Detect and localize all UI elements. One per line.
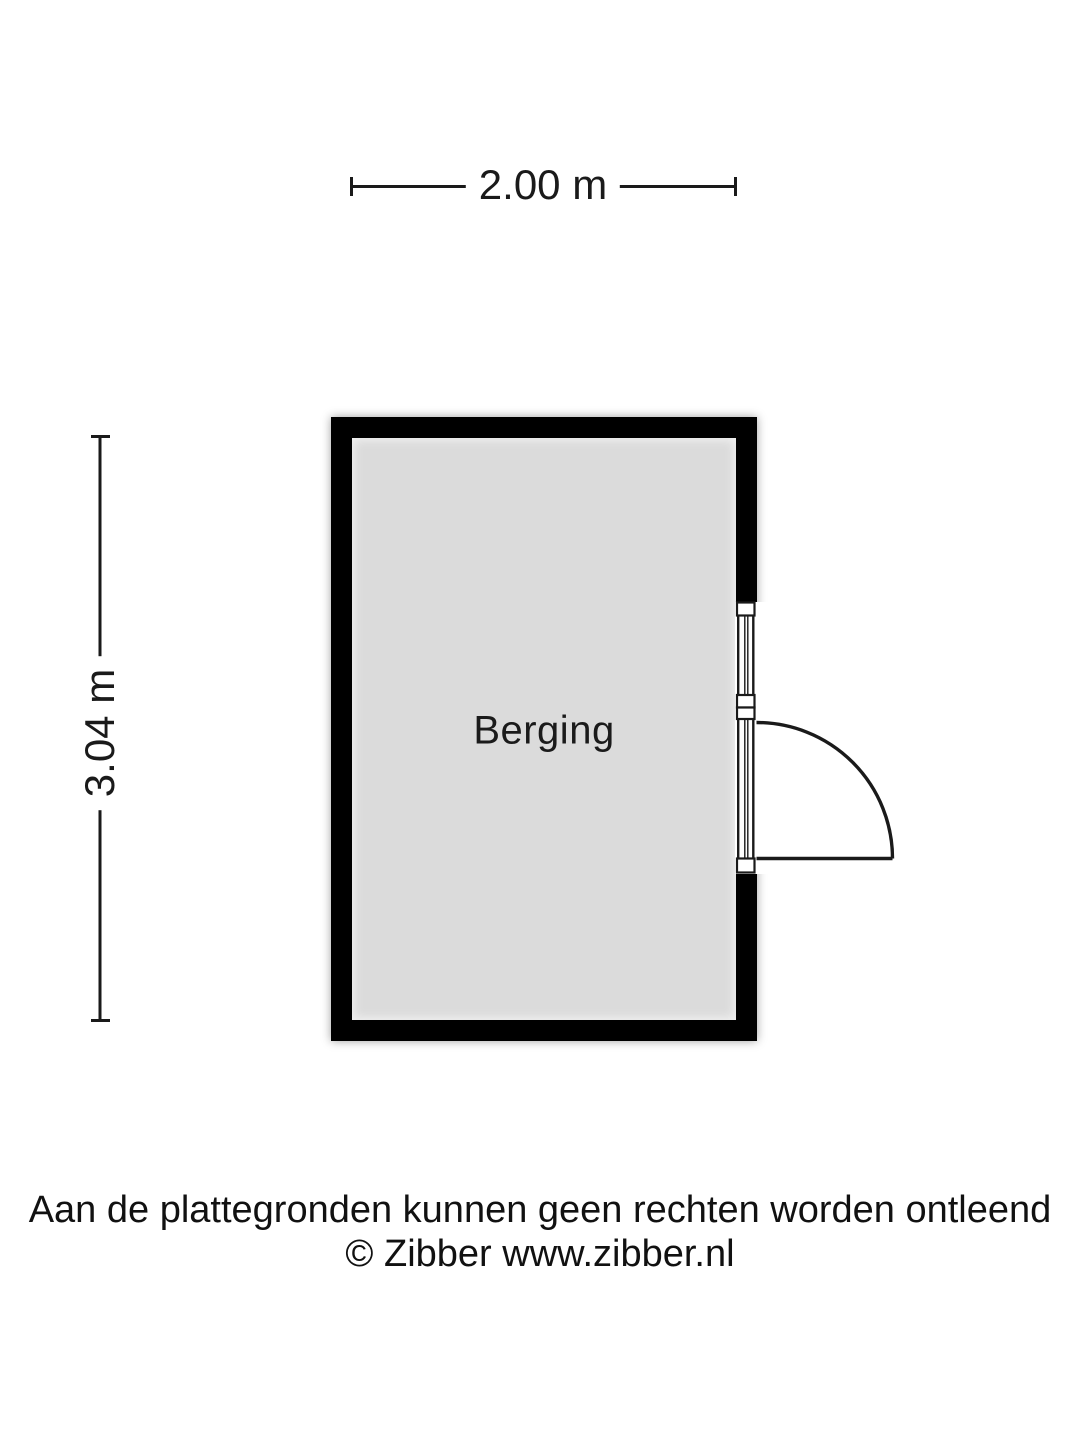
door-swing-arc	[757, 723, 893, 859]
height-dimension-label: 3.04 m	[77, 656, 123, 810]
width-dimension-label: 2.00 m	[466, 162, 620, 208]
disclaimer-text: Aan de plattegronden kunnen geen rechten worden ontleend	[28, 1189, 1052, 1231]
footer	[0, 1188, 1080, 1276]
room-label: Berging	[473, 708, 615, 753]
copyright-text: © Zibber www.zibber.nl	[345, 1233, 735, 1275]
door-symbol	[737, 708, 893, 873]
